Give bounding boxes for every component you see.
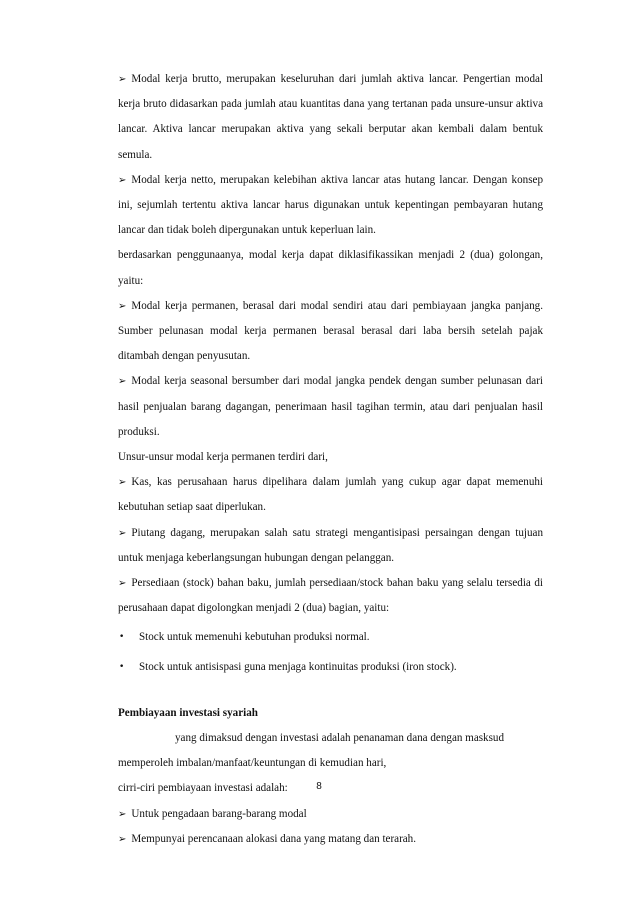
paragraph-modal-kerja-permanen: ➢ Modal kerja permanen, berasal dari modal sendiri atau dari pembiayaan jangka panjang. Sumber pelunasan modal kerja permanen berasal berasal dari laba bersih setelah pajak ditambah dengan penyusutan.: [118, 299, 543, 363]
paragraph-investasi-intro: yang dimaksud dengan investasi adalah penanaman dana dengan masksud memperoleh imbalan/manfaat/keuntungan di kemudian hari,: [118, 732, 505, 770]
list-item: ➢ Untuk pengadaan barang-barang modal: [118, 807, 307, 820]
document-body: [118, 67, 543, 852]
list-item: • Stock untuk memenuhi kebutuhan produksi normal.: [118, 625, 543, 650]
paragraph-piutang: ➢ Piutang dagang, merupakan salah satu strategi mengantisipasi persaingan dengan tujuan untuk menjaga keberlangsungan hubungan dengan pelanggan.: [118, 526, 543, 564]
paragraph-unsur-unsur: Unsur-unsur modal kerja permanen terdiri dari,: [118, 451, 328, 464]
arrow-bullet-icon: ➢: [118, 174, 127, 186]
list-item: • Stock untuk antisispasi guna menjaga kontinuitas produksi (iron stock).: [118, 655, 543, 680]
arrow-bullet-icon: ➢: [118, 527, 127, 539]
arrow-bullet-icon: ➢: [118, 808, 127, 820]
arrow-bullet-icon: ➢: [118, 477, 127, 489]
section-heading: Pembiayaan investasi syariah: [118, 706, 258, 719]
paragraph-ciri-ciri: cirri-ciri pembiayaan investasi adalah:: [118, 782, 288, 795]
bullet-dot-icon: •: [119, 632, 125, 643]
arrow-bullet-icon: ➢: [118, 300, 127, 312]
paragraph-modal-kerja-netto: ➢ Modal kerja netto, merupakan kelebihan aktiva lancar atas hutang lancar. Dengan konsep ini, sejumlah tertentu aktiva lancar harus digunakan untuk kepentingan pembayaran hutang lancar dan tidak boleh dipergunakan untuk keperluan lain.: [118, 173, 543, 237]
page-number: 8: [316, 781, 322, 792]
list-item: ➢ Mempunyai perencanaan alokasi dana yang matang dan terarah.: [118, 832, 417, 845]
paragraph-persediaan: ➢ Persediaan (stock) bahan baku, jumlah persediaan/stock bahan baku yang selalu tersedia di perusahaan dapat digolongkan menjadi 2 (dua) bagian, yaitu:: [118, 577, 543, 615]
arrow-bullet-icon: ➢: [118, 833, 127, 845]
paragraph-klasifikasi: berdasarkan penggunaanya, modal kerja dapat diklasifikassikan menjadi 2 (dua) golongan, yaitu:: [118, 249, 543, 287]
paragraph-modal-kerja-seasonal: ➢ Modal kerja seasonal bersumber dari modal jangka pendek dengan sumber pelunasan dari hasil penjualan barang dagangan, penerimaan hasil tagihan termin, atau dari penjualan hasil produksi.: [118, 375, 543, 438]
paragraph-modal-kerja-brutto: ➢ Modal kerja brutto, merupakan keseluruhan dari jumlah aktiva lancar. Pengertian modal kerja bruto didasarkan pada jumlah atau kuantitas dana yang tertanan pada unsure-unsur aktiva lancar. Aktiva lancar merupakan aktiva yang sekali berputar akan kembali dalam bentuk semula.: [118, 73, 543, 161]
arrow-bullet-icon: ➢: [118, 578, 127, 590]
arrow-bullet-icon: ➢: [118, 376, 127, 388]
paragraph-kas: ➢ Kas, kas perusahaan harus dipelihara dalam jumlah yang cukup agar dapat memenuhi kebutuhan setiap saat diperlukan.: [118, 476, 543, 514]
bullet-dot-icon: •: [119, 661, 125, 672]
arrow-bullet-icon: ➢: [118, 74, 127, 85]
